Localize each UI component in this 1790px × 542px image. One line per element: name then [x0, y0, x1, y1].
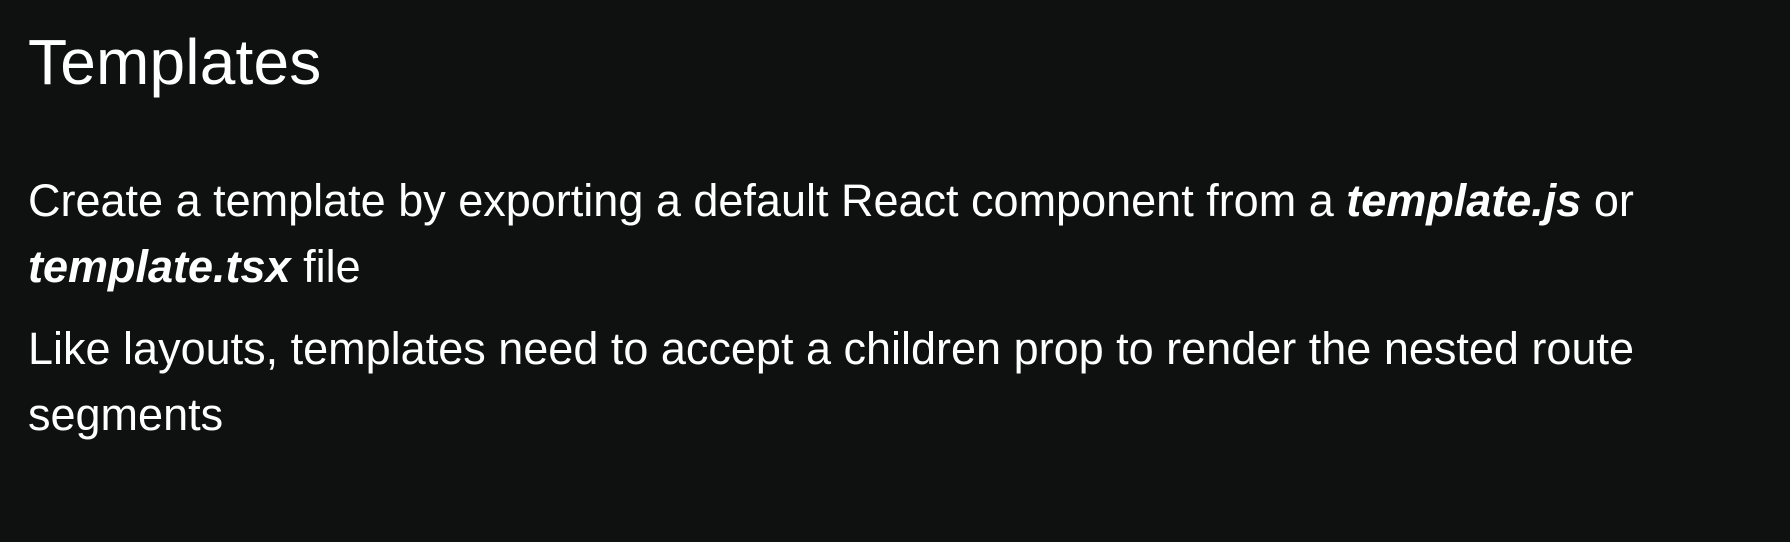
- file-name-template-tsx: template.tsx: [28, 241, 291, 292]
- paragraph-create-template: [28, 168, 1762, 300]
- slide-title: Templates: [28, 26, 322, 98]
- paragraph-text-c: file: [290, 241, 361, 292]
- paragraph-text-b: or: [1581, 175, 1634, 226]
- paragraph-children-prop: Like layouts, templates need to accept a children prop to render the nested route segments: [28, 323, 1635, 440]
- file-name-template-js: template.js: [1346, 175, 1582, 226]
- paragraph-text-a: Create a template by exporting a default React component from a: [28, 175, 1347, 226]
